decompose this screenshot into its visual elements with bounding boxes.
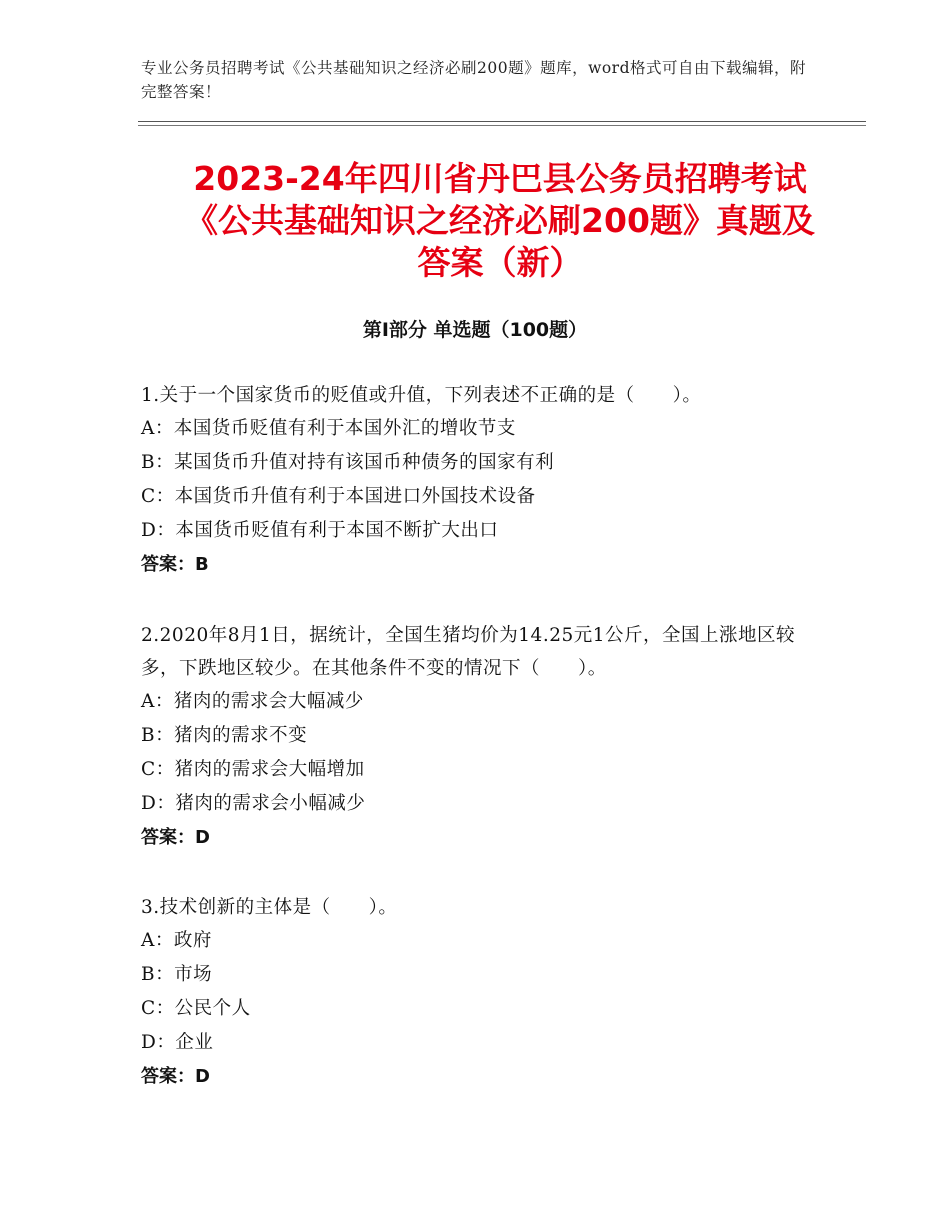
option-b: B：市场 [141,964,213,985]
question-2 [141,619,821,855]
question-stem: 2.2020年8月1日，据统计，全国生猪均价为14.25元1公斤，全国上涨地区较多，下跌地区较少。在其他条件不变的情况下（ ）。 [141,625,796,679]
question-3 [141,891,821,1094]
question-stem: 3.技术创新的主体是（ ）。 [141,897,398,918]
option-a: A：猪肉的需求会大幅减少 [141,691,364,712]
option-c: C：猪肉的需求会大幅增加 [141,759,365,780]
section-heading: 第Ⅰ部分 单选题（100题） [362,319,588,341]
answer: 答案：B [141,554,209,575]
header-divider-thin [138,125,866,126]
title-line-1: 2023-24年四川省丹巴县公务员招聘考试 [193,159,807,198]
option-d: D：本国货币贬值有利于本国不断扩大出口 [141,520,499,541]
question-1 [141,379,821,582]
option-c: C：公民个人 [141,998,251,1019]
option-d: D：猪肉的需求会小幅减少 [141,793,366,814]
document-title [120,158,880,284]
title-line-3: 答案（新） [417,243,583,282]
option-b: B：猪肉的需求不变 [141,725,308,746]
question-stem: 1.关于一个国家货币的贬值或升值，下列表述不正确的是（ ）。 [141,385,702,406]
option-a: A：政府 [141,930,212,951]
option-d: D：企业 [141,1032,214,1053]
answer: 答案：D [141,827,210,848]
header-divider [138,121,866,122]
option-c: C：本国货币升值有利于本国进口外国技术设备 [141,486,536,507]
option-a: A：本国货币贬值有利于本国外汇的增收节支 [141,418,516,439]
header-note: 专业公务员招聘考试《公共基础知识之经济必刷200题》题库，word格式可自由下载编辑，附完整答案！ [141,59,807,101]
title-line-2: 《公共基础知识之经济必刷200题》真题及 [185,201,815,240]
answer: 答案：D [141,1066,210,1087]
option-b: B：某国货币升值对持有该国币种债务的国家有利 [141,452,555,473]
